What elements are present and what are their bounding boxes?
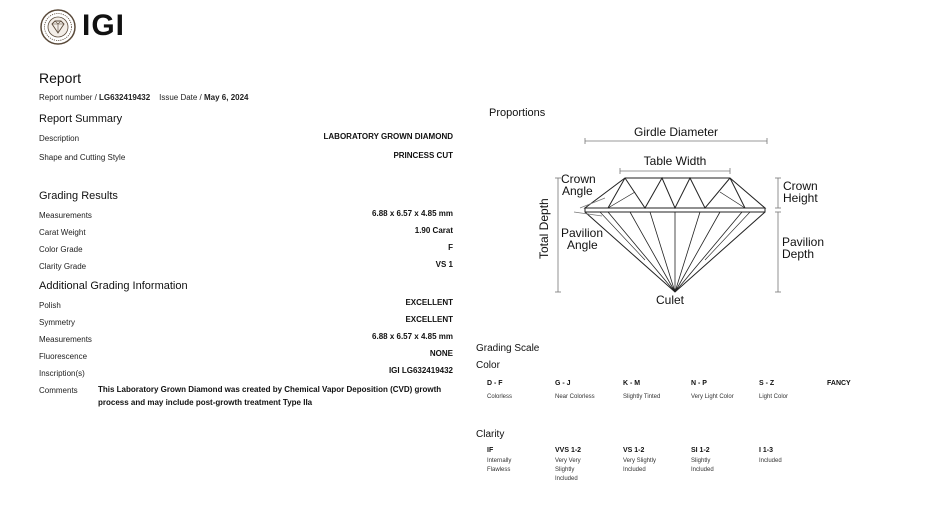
pavilion-angle-label-1: Pavilion [561, 226, 604, 240]
total-depth-label: Total Depth [537, 198, 551, 259]
diamond-proportions-diagram [530, 120, 830, 315]
brand-name: IGI [82, 9, 126, 42]
color-grade-desc: Slightly Tinted [623, 394, 661, 400]
color-grade-code: D - F [487, 380, 503, 387]
field-label: Color Grade [39, 245, 83, 254]
clarity-grade-code: IF [487, 447, 494, 454]
color-grade-code: G - J [555, 380, 571, 387]
clarity-grade-code: VS 1-2 [623, 447, 645, 454]
clarity-grade-desc: Internally Flawless [487, 458, 512, 473]
color-grade-desc: Very Light Color [691, 394, 734, 400]
clarity-grade-desc: Very Slightly Included [623, 458, 657, 473]
field-label: Measurements [39, 211, 92, 220]
girdle-diameter-label: Girdle Diameter [633, 125, 719, 139]
field-label: Description [39, 134, 80, 143]
color-grade-code: S - Z [759, 380, 775, 387]
color-grade-code: K - M [623, 380, 641, 387]
comments-label: Comments [39, 386, 78, 395]
comments-text: This Laboratory Grown Diamond was created by Chemical Vapor Deposition (CVD) growth process and may include post-growth treatment Type IIa [98, 385, 442, 407]
grading-scale-title: Grading Scale [476, 343, 540, 354]
proportions-title: Proportions [489, 107, 546, 119]
color-grade-desc: Light Color [759, 394, 789, 400]
report-number-label: Report number / [39, 93, 97, 102]
field-label: Shape and Cutting Style [39, 153, 126, 162]
field-value: 1.90 Carat [414, 226, 453, 235]
issue-date-label: Issue Date / [159, 93, 202, 102]
section-title-grading: Grading Results [39, 190, 118, 202]
field-value: F [448, 243, 453, 252]
pavilion-angle-pointer [574, 212, 602, 216]
diamond-outline [585, 178, 765, 292]
field-label: Clarity Grade [39, 262, 87, 271]
field-value: EXCELLENT [405, 315, 453, 324]
field-label: Symmetry [39, 318, 75, 327]
field-value: PRINCESS CUT [393, 151, 453, 160]
field-value: VS 1 [435, 260, 453, 269]
crown-angle-label-1: Crown [561, 172, 596, 186]
field-value: LABORATORY GROWN DIAMOND [323, 132, 453, 141]
color-grade-desc: Near Colorless [555, 394, 595, 400]
table-width-label: Table Width [643, 154, 707, 168]
crown-height-label-1: Crown [783, 179, 818, 193]
crown-height-label-2: Height [783, 191, 818, 205]
field-value: 6.88 x 6.57 x 4.85 mm [372, 332, 453, 341]
report-number: LG632419432 [99, 93, 151, 102]
report-meta [39, 93, 249, 102]
field-label: Measurements [39, 335, 92, 344]
field-value: EXCELLENT [405, 298, 453, 307]
field-value: IGI LG632419432 [388, 366, 453, 375]
clarity-grade-code: VVS 1-2 [555, 447, 582, 454]
field-label: Carat Weight [39, 228, 86, 237]
clarity-grade-desc: Slightly Included [691, 458, 714, 473]
pavilion-angle-label-2: Angle [567, 238, 598, 252]
section-title-additional: Additional Grading Information [39, 280, 188, 292]
clarity-grade-desc: Included [759, 458, 782, 464]
color-grade-code: N - P [691, 380, 707, 387]
pavilion-depth-label-1: Pavilion [782, 235, 825, 249]
field-label: Polish [39, 301, 61, 310]
igi-seal-logo [40, 9, 76, 45]
field-value: NONE [429, 349, 453, 358]
crown-angle-label-2: Angle [562, 184, 593, 198]
color-grade-desc: Colorless [487, 394, 513, 400]
report-title: Report [39, 70, 82, 86]
field-label: Inscription(s) [39, 369, 85, 378]
clarity-scale-title: Clarity [476, 429, 505, 440]
field-value: 6.88 x 6.57 x 4.85 mm [372, 209, 453, 218]
clarity-grade-code: I 1-3 [759, 447, 774, 454]
color-scale-title: Color [476, 360, 500, 371]
color-grade-code: FANCY [827, 380, 851, 387]
issue-date: May 6, 2024 [204, 93, 249, 102]
section-title-summary: Report Summary [39, 113, 123, 125]
crown-angle-pointer [580, 198, 605, 208]
field-label: Fluorescence [39, 352, 88, 361]
clarity-grade-code: SI 1-2 [691, 447, 710, 454]
clarity-grade-desc: Very Very Slightly Included [555, 458, 581, 482]
pavilion-depth-label-2: Depth [782, 247, 815, 261]
culet-label: Culet [655, 293, 685, 307]
